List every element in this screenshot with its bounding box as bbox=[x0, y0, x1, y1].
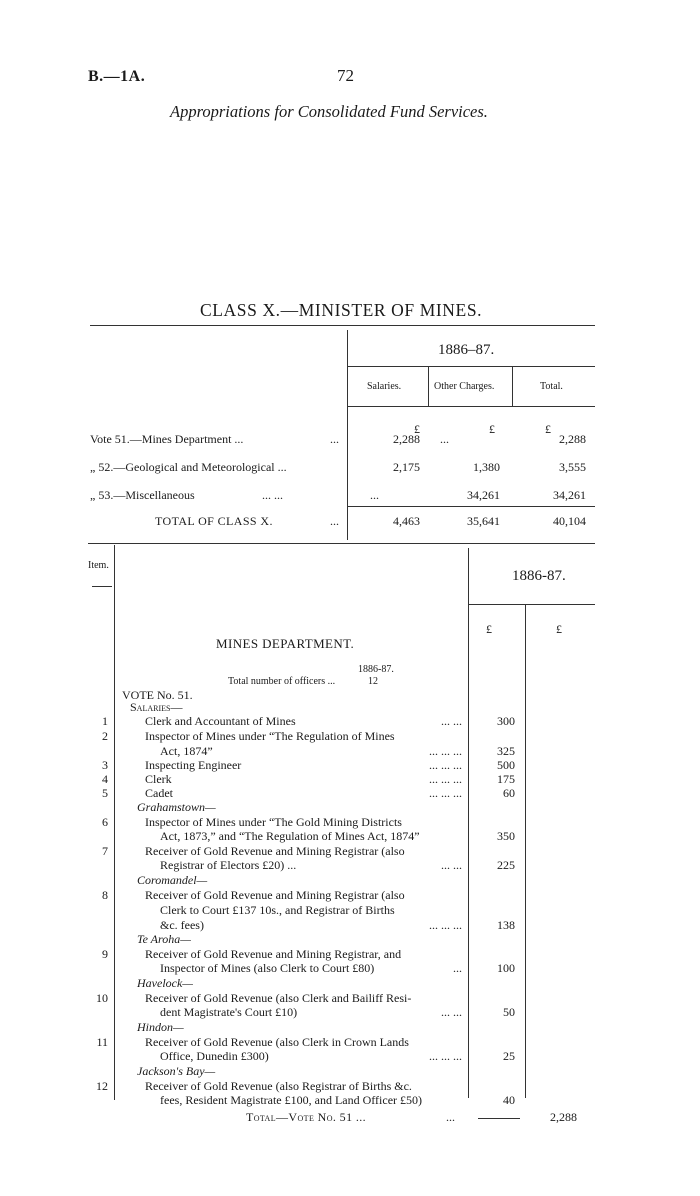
line-text: Receiver of Gold Revenue and Mining Registrar (also bbox=[145, 844, 405, 858]
location-heading: Te Aroha— bbox=[137, 932, 191, 946]
summary-total-label: TOTAL OF CLASS X. bbox=[155, 514, 273, 528]
line-amount: 300 bbox=[497, 714, 515, 728]
line-amount: 50 bbox=[503, 1005, 515, 1019]
line-text: Registrar of Electors £20) ... bbox=[160, 858, 297, 872]
officers-count: 12 bbox=[368, 676, 378, 687]
line-amount: 225 bbox=[497, 858, 515, 872]
detail-currency-b: £ bbox=[556, 622, 562, 636]
line-amount: 25 bbox=[503, 1049, 515, 1063]
salaries-heading: Salaries— bbox=[130, 700, 183, 714]
line-amount: 350 bbox=[497, 829, 515, 843]
section-heading: MINES DEPARTMENT. bbox=[216, 636, 355, 651]
item-number: 12 bbox=[96, 1079, 108, 1093]
summary-other: 1,380 bbox=[473, 460, 500, 474]
location-heading: Havelock— bbox=[137, 976, 193, 990]
line-text: Clerk to Court £137 10s., and Registrar of Births bbox=[160, 903, 395, 917]
location-heading: Grahamstown— bbox=[137, 800, 216, 814]
item-number: 10 bbox=[96, 991, 108, 1005]
line-text: Inspector of Mines (also Clerk to Court £80) bbox=[160, 961, 375, 975]
line-text: Act, 1873,” and “The Regulation of Mines Act, 1874” bbox=[160, 829, 420, 843]
line-amount: 100 bbox=[497, 961, 515, 975]
line-text: Receiver of Gold Revenue (also Clerk and Bailiff Resi- bbox=[145, 991, 412, 1005]
summary-grand-total: 40,104 bbox=[553, 514, 586, 528]
item-number: 3 bbox=[102, 758, 108, 772]
item-column-label: Item. bbox=[88, 560, 109, 571]
line-text: Act, 1874” bbox=[160, 744, 213, 758]
item-number: 1 bbox=[102, 714, 108, 728]
currency-total: £ bbox=[545, 422, 551, 436]
class-heading: CLASS X.—MINISTER OF MINES. bbox=[200, 300, 483, 320]
summary-salaries: 2,288 bbox=[393, 432, 420, 446]
leader-dots: ... ... bbox=[441, 858, 462, 872]
line-amount: 175 bbox=[497, 772, 515, 786]
line-text: Receiver of Gold Revenue (also Clerk in Crown Lands bbox=[145, 1035, 409, 1049]
item-number: 4 bbox=[102, 772, 108, 786]
summary-row-label: Vote 51.—Mines Department ... bbox=[90, 432, 244, 446]
line-text: Clerk bbox=[145, 772, 172, 786]
page-number: 72 bbox=[337, 66, 354, 85]
col-salaries: Salaries. bbox=[367, 381, 402, 392]
leader-dots: ... bbox=[453, 961, 462, 975]
leader-dots: ... ... ... bbox=[429, 786, 462, 800]
line-text: Receiver of Gold Revenue and Mining Registrar (also bbox=[145, 888, 405, 902]
currency-salaries: £ bbox=[414, 422, 420, 436]
line-text: Inspecting Engineer bbox=[145, 758, 242, 772]
officers-year: 1886-87. bbox=[358, 664, 394, 675]
summary-other: ... bbox=[440, 432, 449, 446]
document-code: B.—1A. bbox=[88, 68, 146, 85]
line-text: Receiver of Gold Revenue and Mining Registrar, and bbox=[145, 947, 402, 961]
line-text: fees, Resident Magistrate £100, and Land Officer £50) bbox=[160, 1093, 423, 1107]
summary-row-label: „ 52.—Geological and Meteorological ... bbox=[90, 460, 287, 474]
item-number: 7 bbox=[102, 844, 108, 858]
summary-year: 1886–87. bbox=[438, 342, 495, 358]
item-number: 6 bbox=[102, 815, 108, 829]
detail-year: 1886-87. bbox=[512, 568, 566, 584]
leader-dots: ... ... bbox=[441, 1005, 462, 1019]
location-heading: Jackson's Bay— bbox=[137, 1064, 216, 1078]
line-text: &c. fees) bbox=[160, 918, 204, 932]
summary-other: 34,261 bbox=[467, 488, 500, 502]
summary-total-salaries: 4,463 bbox=[393, 514, 420, 528]
location-heading: Coromandel— bbox=[137, 873, 208, 887]
line-text: Inspector of Mines under “The Gold Mining Districts bbox=[145, 815, 402, 829]
item-number: 11 bbox=[96, 1035, 108, 1049]
line-text: dent Magistrate's Court £10) bbox=[160, 1005, 298, 1019]
col-other-charges: Other Charges. bbox=[434, 381, 495, 392]
summary-row-label: „ 53.—Miscellaneous bbox=[90, 488, 195, 502]
item-number: 5 bbox=[102, 786, 108, 800]
line-amount: 325 bbox=[497, 744, 515, 758]
summary-total: 34,261 bbox=[553, 488, 586, 502]
summary-total: 3,555 bbox=[559, 460, 586, 474]
line-text: Inspector of Mines under “The Regulation of Mines bbox=[145, 729, 395, 743]
leader-dots: ... ... ... bbox=[429, 744, 462, 758]
item-number: 8 bbox=[102, 888, 108, 902]
line-amount: 500 bbox=[497, 758, 515, 772]
page-title: Appropriations for Consolidated Fund Services. bbox=[170, 102, 488, 121]
line-amount: 60 bbox=[503, 786, 515, 800]
vote-total-amount: 2,288 bbox=[550, 1110, 577, 1124]
leader-dots: ... ... ... bbox=[429, 918, 462, 932]
leader-dots: ... ... ... bbox=[429, 1049, 462, 1063]
vote-number: VOTE No. 51. bbox=[122, 688, 193, 702]
currency-other: £ bbox=[489, 422, 495, 436]
line-text: Office, Dunedin £300) bbox=[160, 1049, 269, 1063]
col-total: Total. bbox=[540, 381, 563, 392]
summary-total-other: 35,641 bbox=[467, 514, 500, 528]
officers-label: Total number of officers ... bbox=[228, 676, 336, 687]
leader-dots: ... ... bbox=[441, 714, 462, 728]
detail-currency-a: £ bbox=[486, 622, 492, 636]
summary-total: 2,288 bbox=[559, 432, 586, 446]
line-amount: 40 bbox=[503, 1093, 515, 1107]
line-amount: 138 bbox=[497, 918, 515, 932]
summary-salaries: 2,175 bbox=[393, 460, 420, 474]
vote-total-label: Total—Vote No. 51 ... bbox=[246, 1110, 367, 1124]
summary-salaries: ... bbox=[370, 488, 379, 502]
line-text: Receiver of Gold Revenue (also Registrar of Births &c. bbox=[145, 1079, 412, 1093]
item-number: 9 bbox=[102, 947, 108, 961]
location-heading: Hindon— bbox=[137, 1020, 184, 1034]
leader-dots: ... ... ... bbox=[429, 758, 462, 772]
leader-dots: ... ... ... bbox=[429, 772, 462, 786]
line-text: Clerk and Accountant of Mines bbox=[145, 714, 296, 728]
line-text: Cadet bbox=[145, 786, 173, 800]
item-number: 2 bbox=[102, 729, 108, 743]
